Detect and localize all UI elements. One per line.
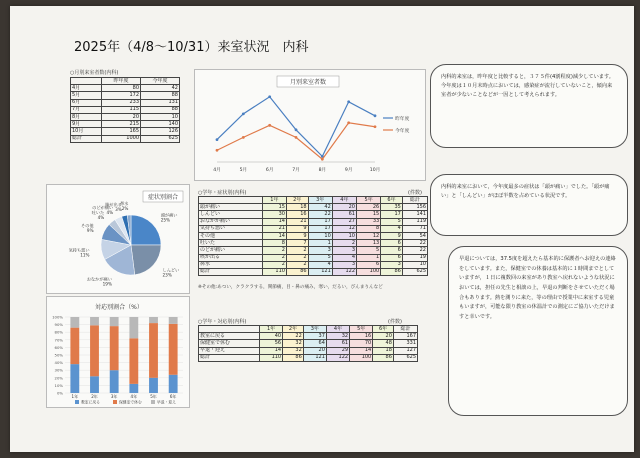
table-header-cell: 総計 (393, 326, 417, 333)
stacked-bar-segment (149, 323, 158, 378)
response-stacked-chart (47, 297, 189, 407)
table-row (71, 121, 180, 128)
table-cell: 14 (262, 218, 286, 225)
table-header-cell: 3年 (303, 326, 326, 333)
stacked-bar-segment (169, 375, 178, 393)
table-header-cell: 今年度 (141, 78, 180, 85)
table-cell: 88 (141, 92, 180, 99)
table-row-label: 5月 (71, 92, 102, 99)
table-row-label: 教室に戻る (199, 333, 260, 340)
table-cell: 131 (141, 99, 180, 106)
comment-box-response (448, 246, 628, 416)
table-row-label: 4月 (71, 85, 102, 92)
line-point (321, 158, 324, 161)
table-cell: 110 (259, 354, 282, 361)
table-cell: 20 (332, 204, 356, 211)
table-cell: 22 (308, 211, 332, 218)
table-cell: 121 (308, 268, 332, 275)
table-cell: 21 (262, 225, 286, 232)
table-cell: 35 (381, 204, 403, 211)
stacked-bar-segment (129, 384, 138, 393)
table-cell: 20 (373, 333, 394, 340)
stacked-bar-segment (129, 317, 138, 338)
monthly-table (70, 77, 180, 143)
stacked-legend-label: 保健室で休む (119, 399, 142, 405)
table-cell: 6 (357, 261, 381, 268)
table-cell: 12 (332, 225, 356, 232)
table-cell: 26 (357, 204, 381, 211)
table-cell: 10 (141, 113, 180, 120)
pie-slice-label: 鼻水 (119, 201, 129, 207)
pie-slice-label: その他 (80, 222, 94, 228)
table-cell: 6 (381, 240, 403, 247)
line-point (242, 112, 245, 115)
table-cell: 2 (262, 254, 286, 261)
line-point (216, 149, 219, 152)
table-cell: 16 (350, 333, 373, 340)
table-row (199, 211, 428, 218)
stacked-y-tick: 50% (54, 352, 63, 358)
table-cell: 6 (381, 247, 403, 254)
monthly-table-caption: ○月別来室者数(内科) (70, 70, 119, 76)
stacked-x-tick: 4年 (130, 394, 138, 399)
table-header-cell (199, 197, 263, 204)
table-cell: 14 (350, 347, 373, 354)
table-cell: 48 (373, 340, 394, 347)
table-cell: 22 (402, 240, 427, 247)
table-row-label: 気持ち悪い (199, 225, 263, 232)
stacked-y-tick: 30% (54, 367, 63, 373)
stacked-y-tick: 10% (54, 382, 63, 388)
response-table-unit: (件数) (388, 319, 402, 325)
table-cell: 4 (308, 261, 332, 268)
response-header-row (199, 326, 418, 333)
table-cell: 119 (402, 218, 427, 225)
line-series-1 (217, 123, 375, 159)
table-cell: 42 (308, 204, 332, 211)
table-cell: 18 (373, 347, 394, 354)
pie-slice-label: 吐いた (91, 210, 105, 216)
stacked-bar-segment (70, 364, 79, 393)
pie-slice-percent: 2% (121, 206, 129, 212)
pie-slice-percent: 25% (160, 217, 171, 223)
table-row (71, 113, 180, 120)
table-cell: 625 (141, 135, 180, 142)
table-cell: 2 (286, 247, 308, 254)
pie-slice-percent: 4% (97, 215, 105, 221)
table-row-label: 総計 (199, 354, 260, 361)
stacked-bar-segment (90, 325, 99, 376)
table-row-label: 10月 (71, 128, 102, 135)
table-cell: 33 (357, 218, 381, 225)
table-row-label: 8月 (71, 113, 102, 120)
table-cell: 37 (303, 333, 326, 340)
table-row-label: 咳が出る (199, 254, 263, 261)
table-cell: 15 (262, 204, 286, 211)
table-cell: 110 (262, 268, 286, 275)
table-header-cell: 6年 (381, 197, 403, 204)
stacked-bar-segment (129, 338, 138, 384)
table-cell: 1 (308, 240, 332, 247)
table-row-label: しんどい (199, 211, 263, 218)
table-cell: 3 (332, 261, 356, 268)
line-point (295, 136, 298, 139)
stacked-x-tick: 6年 (169, 394, 177, 399)
table-row (71, 106, 180, 113)
table-cell: 3 (308, 247, 332, 254)
table-cell: 61 (326, 340, 349, 347)
table-row (199, 354, 418, 361)
comment-symptom-text: 内科的来室において，今年度最多の症状は「頭が痛い」でした。「頭が痛い」と「しんどい」がほぼ半数を占めている状況です。 (441, 184, 610, 199)
table-header-cell: 昨年度 (102, 78, 141, 85)
table-cell: 14 (259, 347, 282, 354)
pie-slice-label: 気持ち悪い (68, 247, 90, 253)
table-cell: 32 (283, 340, 304, 347)
table-cell: 56 (259, 340, 282, 347)
line-chart-x-tick: 9月 (344, 168, 353, 173)
line-chart-x-tick: 6月 (265, 168, 274, 173)
table-cell: 7 (286, 240, 308, 247)
stacked-y-tick: 0% (56, 390, 63, 396)
table-header-cell: 5年 (357, 197, 381, 204)
symptom-pie-frame (46, 184, 190, 294)
stacked-x-tick: 5年 (150, 394, 157, 399)
pie-slice-label: 咳が出る (105, 201, 122, 207)
stacked-bar-segment (110, 370, 119, 393)
line-chart-x-tick: 5月 (239, 168, 248, 173)
symptom-header-row (199, 197, 428, 204)
table-cell: 625 (402, 268, 427, 275)
table-cell: 12 (357, 232, 381, 239)
pie-slice-label: おなかが痛い (86, 276, 112, 282)
line-point (216, 138, 219, 141)
table-cell: 156 (402, 204, 427, 211)
report-sheet (10, 6, 634, 452)
table-cell: 1 (357, 254, 381, 261)
table-cell: 5 (381, 218, 403, 225)
table-cell: 233 (102, 99, 141, 106)
line-chart-title: 月別来室者数 (289, 79, 327, 86)
table-row-label: 保健室で休む (199, 340, 260, 347)
line-point (347, 121, 350, 124)
table-row (199, 232, 428, 239)
table-row (71, 99, 180, 106)
table-cell: 331 (393, 340, 417, 347)
pie-slice-percent: 19% (102, 281, 112, 287)
table-cell: 172 (102, 92, 141, 99)
table-cell: 2 (286, 254, 308, 261)
pie-slice-label: しんどい (162, 267, 180, 273)
table-cell: 1000 (102, 135, 141, 142)
table-cell: 4 (381, 225, 403, 232)
stacked-bar-segment (149, 378, 158, 393)
stacked-legend-label: 早退・迎え (157, 399, 176, 405)
stacked-bar-segment (90, 376, 99, 393)
table-row (199, 204, 428, 211)
table-cell: 127 (393, 347, 417, 354)
table-cell: 86 (286, 268, 308, 275)
table-cell: 42 (141, 85, 180, 92)
stacked-legend-swatch (113, 400, 117, 404)
table-row-label: 総計 (71, 135, 102, 142)
table-header-cell (71, 78, 102, 85)
table-cell: 9 (286, 232, 308, 239)
line-point (374, 125, 377, 128)
stacked-y-tick: 80% (54, 329, 63, 335)
table-cell: 61 (332, 211, 356, 218)
table-header-cell: 4年 (332, 197, 356, 204)
table-row-label: その他 (199, 232, 263, 239)
table-cell: 2 (332, 240, 356, 247)
stacked-legend-swatch (151, 400, 155, 404)
table-cell: 20 (102, 113, 141, 120)
table-row (199, 340, 418, 347)
line-point (268, 124, 271, 127)
pie-slice-label: 頭が痛い (160, 212, 178, 218)
table-cell: 17 (308, 225, 332, 232)
table-cell: 5 (308, 254, 332, 261)
table-cell: 27 (332, 218, 356, 225)
table-cell: 167 (393, 333, 417, 340)
table-cell: 625 (393, 354, 417, 361)
table-row (199, 268, 428, 275)
table-row (199, 240, 428, 247)
table-cell: 10 (402, 261, 427, 268)
stacked-bar-segment (70, 317, 79, 328)
table-cell: 115 (102, 106, 141, 113)
pie-slice (131, 245, 161, 275)
table-cell: 32 (326, 333, 349, 340)
table-cell: 6 (381, 254, 403, 261)
table-row (199, 333, 418, 340)
line-chart-x-tick: 7月 (292, 168, 300, 173)
table-row-label: のどが痛い (199, 247, 263, 254)
line-point (242, 136, 245, 139)
table-cell: 22 (283, 333, 304, 340)
symptom-pie-chart (47, 185, 189, 293)
table-row (199, 218, 428, 225)
stacked-x-tick: 2年 (91, 394, 98, 399)
stacked-y-tick: 90% (54, 322, 63, 328)
table-cell: 64 (303, 340, 326, 347)
table-row (71, 92, 180, 99)
stacked-title: 対応別割合（%） (95, 304, 143, 311)
stacked-y-tick: 70% (54, 337, 63, 343)
table-cell: 4 (332, 254, 356, 261)
line-point (268, 95, 271, 98)
pie-slice-percent: 11% (80, 252, 90, 258)
table-cell: 88 (141, 106, 180, 113)
response-stacked-frame (46, 296, 190, 408)
table-row-label: 6月 (71, 99, 102, 106)
table-cell: 100 (350, 354, 373, 361)
stacked-bar-segment (169, 324, 178, 375)
table-cell: 8 (262, 240, 286, 247)
stacked-bar-segment (70, 328, 79, 364)
table-cell: 70 (350, 340, 373, 347)
table-cell: 18 (286, 204, 308, 211)
symptom-footnote: ※その他:あつい，クラクラする，関節痛，目・鼻の痛み，寒い，だるい，ぴんまりんなど (198, 285, 383, 290)
stacked-y-tick: 40% (54, 360, 63, 366)
line-point (374, 114, 377, 117)
line-chart-x-tick: 10月 (369, 168, 381, 173)
table-row-label: 吐いた (199, 240, 263, 247)
stacked-bar-segment (90, 317, 99, 325)
pie-slice-label: のどが痛い (92, 204, 114, 210)
table-header-cell (199, 326, 260, 333)
line-legend-label: 今年度 (395, 129, 410, 134)
symptom-table (198, 196, 428, 276)
table-cell: 10 (308, 232, 332, 239)
monthly-header-row (71, 78, 180, 85)
table-cell: 20 (303, 347, 326, 354)
table-cell: 122 (332, 268, 356, 275)
page-title: 2025年（4/8～10/31）来室状況 内科 (74, 40, 309, 55)
table-cell: 30 (262, 211, 286, 218)
line-chart-x-tick: 4月 (213, 168, 221, 173)
table-row-label: 総計 (199, 268, 263, 275)
table-row-label: 7月 (71, 106, 102, 113)
table-header-cell: 1年 (262, 197, 286, 204)
table-row (71, 135, 180, 142)
table-header-cell: 2年 (283, 326, 304, 333)
comment-monthly-text: 内科的来室は，昨年度と比較すると，３７５件(4割程度)減少しています。今年度は１０月末時点においては，感染症が流行していないこと，傾向来室者が少ないことなどが一因として考えられます。 (441, 74, 614, 98)
pie-slice-percent: 9% (86, 227, 94, 233)
stacked-legend-label: 教室に戻る (81, 399, 100, 405)
table-header-cell: 3年 (308, 197, 332, 204)
table-row-label: 早退・迎え (199, 347, 260, 354)
table-cell: 165 (102, 128, 141, 135)
response-table (198, 325, 418, 362)
comment-box-symptom (430, 174, 628, 236)
line-legend-label: 昨年度 (395, 117, 410, 122)
pie-slice-percent: 3% (115, 206, 122, 212)
pie-title: 症状別割合 (147, 194, 179, 201)
table-cell: 80 (102, 85, 141, 92)
table-row (71, 85, 180, 92)
stacked-y-tick: 60% (54, 344, 63, 350)
stacked-bar-segment (110, 326, 119, 370)
table-cell: 40 (259, 333, 282, 340)
table-cell: 15 (357, 211, 381, 218)
table-cell: 215 (102, 121, 141, 128)
table-row (199, 261, 428, 268)
stacked-bar-segment (110, 317, 119, 326)
table-header-cell: 1年 (259, 326, 282, 333)
table-cell: 122 (326, 354, 349, 361)
table-row (71, 128, 180, 135)
line-series-0 (217, 97, 375, 157)
table-cell: 54 (402, 232, 427, 239)
table-cell: 21 (286, 218, 308, 225)
pie-slice-percent: 23% (162, 272, 172, 278)
table-cell: 8 (357, 225, 381, 232)
stacked-x-tick: 3年 (110, 394, 118, 399)
table-cell: 141 (402, 211, 427, 218)
table-cell: 71 (402, 225, 427, 232)
table-cell: 14 (262, 232, 286, 239)
table-cell: 17 (381, 211, 403, 218)
table-cell: 100 (357, 268, 381, 275)
stacked-y-tick: 100% (52, 314, 63, 320)
table-row (199, 254, 428, 261)
table-cell: 121 (303, 354, 326, 361)
table-cell: 16 (286, 211, 308, 218)
table-row (199, 347, 418, 354)
table-cell: 13 (357, 240, 381, 247)
symptom-table-caption: ○学年・症状別(内科) (198, 190, 247, 196)
table-cell: 9 (286, 225, 308, 232)
table-header-cell: 5年 (350, 326, 373, 333)
table-cell: 2 (262, 261, 286, 268)
table-row (199, 247, 428, 254)
symptom-table-unit: (件数) (408, 190, 422, 196)
line-point (347, 100, 350, 103)
table-cell: 32 (283, 347, 304, 354)
table-row (199, 225, 428, 232)
table-header-cell: 6年 (373, 326, 394, 333)
table-header-cell: 総計 (402, 197, 427, 204)
table-cell: 86 (373, 354, 394, 361)
table-cell: 29 (326, 347, 349, 354)
table-cell: 140 (141, 121, 180, 128)
comment-response-text: 早退については，37.5度を超えたら基本的に保護者へお迎えの連絡をしています。また，保健室での休養は基本的に１時間までとしていますが，１日に複数回の来室があり教室へ戻れないような状況においては，担任の先生と相談の上，早退の判断をさせていただく場合もあります。熱を測りに来た，等の理由で授業中に来室する児童もいますが，可能な限り教室の休温計での測定にご協力いただけますと幸いです。 (459, 256, 616, 320)
pie-slice-percent: 4% (106, 209, 114, 215)
table-row-label: おなかが痛い (199, 218, 263, 225)
response-table-caption: ○学年・対応別(内科) (198, 319, 247, 325)
table-row-label: 9月 (71, 121, 102, 128)
table-cell: 19 (402, 254, 427, 261)
table-cell: 2 (286, 261, 308, 268)
monthly-line-chart (195, 70, 425, 180)
table-cell: 9 (381, 232, 403, 239)
table-cell: 3 (381, 261, 403, 268)
table-cell: 86 (381, 268, 403, 275)
table-header-cell: 2年 (286, 197, 308, 204)
stacked-y-tick: 20% (54, 375, 63, 381)
table-row-label: 鼻水 (199, 261, 263, 268)
line-point (295, 128, 298, 131)
stacked-x-tick: 1年 (71, 394, 79, 399)
table-cell: 5 (357, 247, 381, 254)
stacked-bar-segment (169, 317, 178, 324)
stacked-legend-swatch (75, 400, 79, 404)
table-row-label: 頭が痛い (199, 204, 263, 211)
table-cell: 3 (332, 247, 356, 254)
line-chart-x-tick: 8月 (318, 168, 327, 173)
table-cell: 86 (283, 354, 304, 361)
table-header-cell: 4年 (326, 326, 349, 333)
table-cell: 17 (308, 218, 332, 225)
table-cell: 22 (402, 247, 427, 254)
comment-box-monthly (430, 64, 628, 148)
table-cell: 2 (262, 247, 286, 254)
table-cell: 126 (141, 128, 180, 135)
stacked-bar-segment (149, 317, 158, 323)
table-cell: 10 (332, 232, 356, 239)
monthly-line-chart-frame (194, 69, 426, 181)
pie-slice (131, 215, 161, 245)
